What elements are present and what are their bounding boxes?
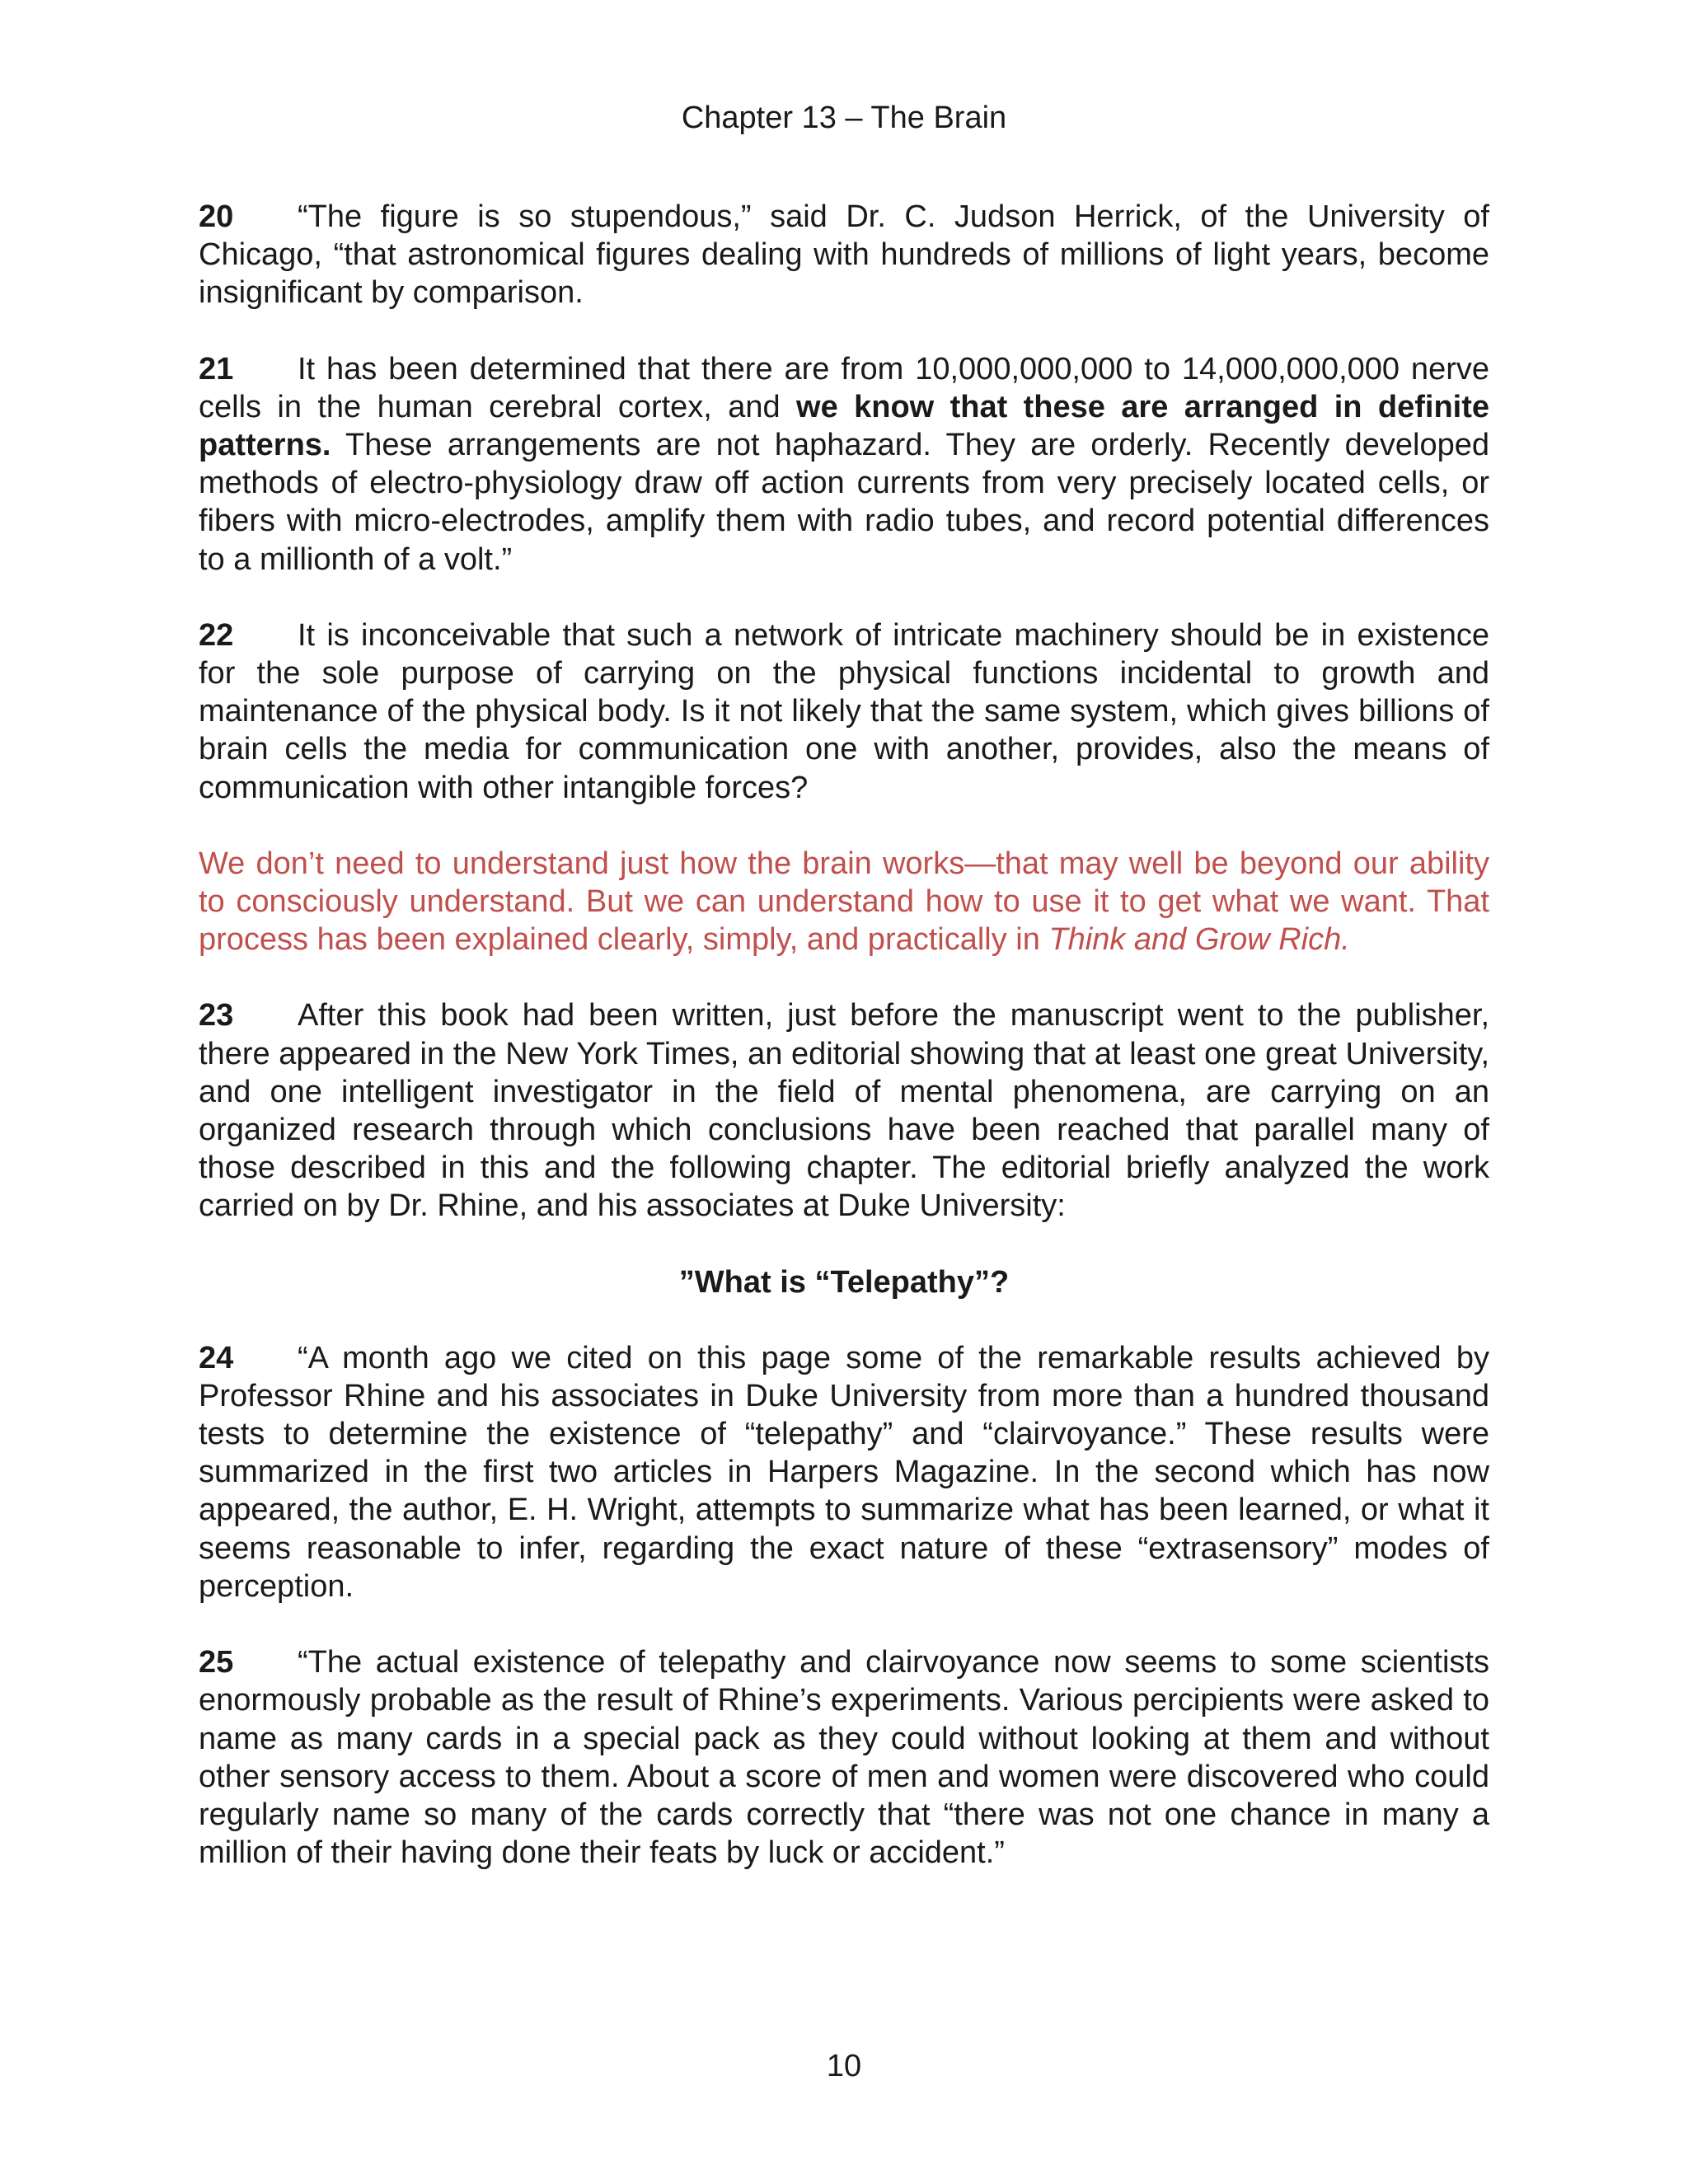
paragraph-24	[199, 1339, 1489, 1605]
paragraph-text: “The actual existence of telepathy and clairvoyance now seems to some scientists enormously probable as the result of Rhine’s experiments. Various percipients were asked to name as many cards in a special pack as they could without looking at them and without other sensory access to them. About a score of men and women were discovered who could regularly name so many of the cards correctly that “there was not one chance in many a million of their having done their feats by luck or accident.”	[199, 1645, 1489, 1871]
paragraph-text: These arrangements are not haphazard. They are orderly. Recently developed methods of electro-physiology draw off action currents from very precisely located cells, or fibers with micro-electrodes, amplify them with radio tubes, and record potential differences to a millionth of a volt.”	[199, 428, 1489, 577]
paragraph-bold-text: we know that these are arranged in definite patterns.	[199, 389, 1489, 463]
paragraph-22	[199, 616, 1489, 807]
paragraph-21	[199, 350, 1489, 579]
book-title: Think and Grow Rich.	[1048, 922, 1350, 958]
commentary-paragraph	[199, 845, 1489, 959]
chapter-header: Chapter 13 – The Brain	[681, 101, 1007, 135]
paragraph-20	[199, 198, 1489, 312]
page-number: 10	[826, 2049, 862, 2083]
paragraph-number: 21	[199, 351, 234, 387]
paragraph-number: 25	[199, 1645, 234, 1680]
paragraph-text: “A month ago we cited on this page some of the remarkable results achieved by Professor Rhine and his associates in Duke University from more than a hundred thousand tests to determine the existence of “telepathy” and “clairvoyance.” These results were summarized in the first two articles in Harpers Magazine. In the second which has now appeared, the author, E. H. Wright, attempts to summarize what has been learned, or what it seems reasonable to infer, regarding the exact nature of these “extrasensory” modes of perception.	[199, 1340, 1489, 1604]
commentary-text: We don’t need to understand just how the brain works—that may well be beyond our ability to consciously understand. But we can understand how to use it to get what we want. That process has been explained clearly, simply, and practically in	[199, 846, 1489, 958]
paragraph-text: After this book had been written, just before the manuscript went to the publisher, there appeared in the New York Times, an editorial showing that at least one great University, and one intelligent investigator in the field of mental phenomena, are carrying on an organized research through which conclusions have been reached that parallel many of those described in this and the following chapter. The editorial briefly analyzed the work carried on by Dr. Rhine, and his associates at Duke University:	[199, 998, 1489, 1224]
paragraph-25	[199, 1643, 1489, 1872]
paragraph-number: 24	[199, 1340, 234, 1376]
paragraph-number: 22	[199, 617, 234, 653]
body-text	[199, 198, 1489, 1910]
paragraph-number: 20	[199, 199, 234, 234]
section-heading: ”What is “Telepathy”?	[678, 1264, 1010, 1300]
paragraph-text: It is inconceivable that such a network of intricate machinery should be in existence for the sole purpose of carrying on the physical functions incidental to growth and maintenance of the physical body. Is it not likely that the same system, which gives billions of brain cells the media for communication one with another, provides, also the means of communication with other intangible forces?	[199, 617, 1489, 805]
paragraph-number: 23	[199, 998, 234, 1033]
paragraph-text: “The figure is so stupendous,” said Dr. C. Judson Herrick, of the University of Chicago, “that astronomical figures dealing with hundreds of millions of light years, become insignificant by comparison.	[199, 199, 1489, 311]
paragraph-text: It has been determined that there are from 10,000,000,000 to 14,000,000,000 nerve cells in the human cerebral cortex, and	[199, 351, 1489, 424]
paragraph-23	[199, 996, 1489, 1225]
